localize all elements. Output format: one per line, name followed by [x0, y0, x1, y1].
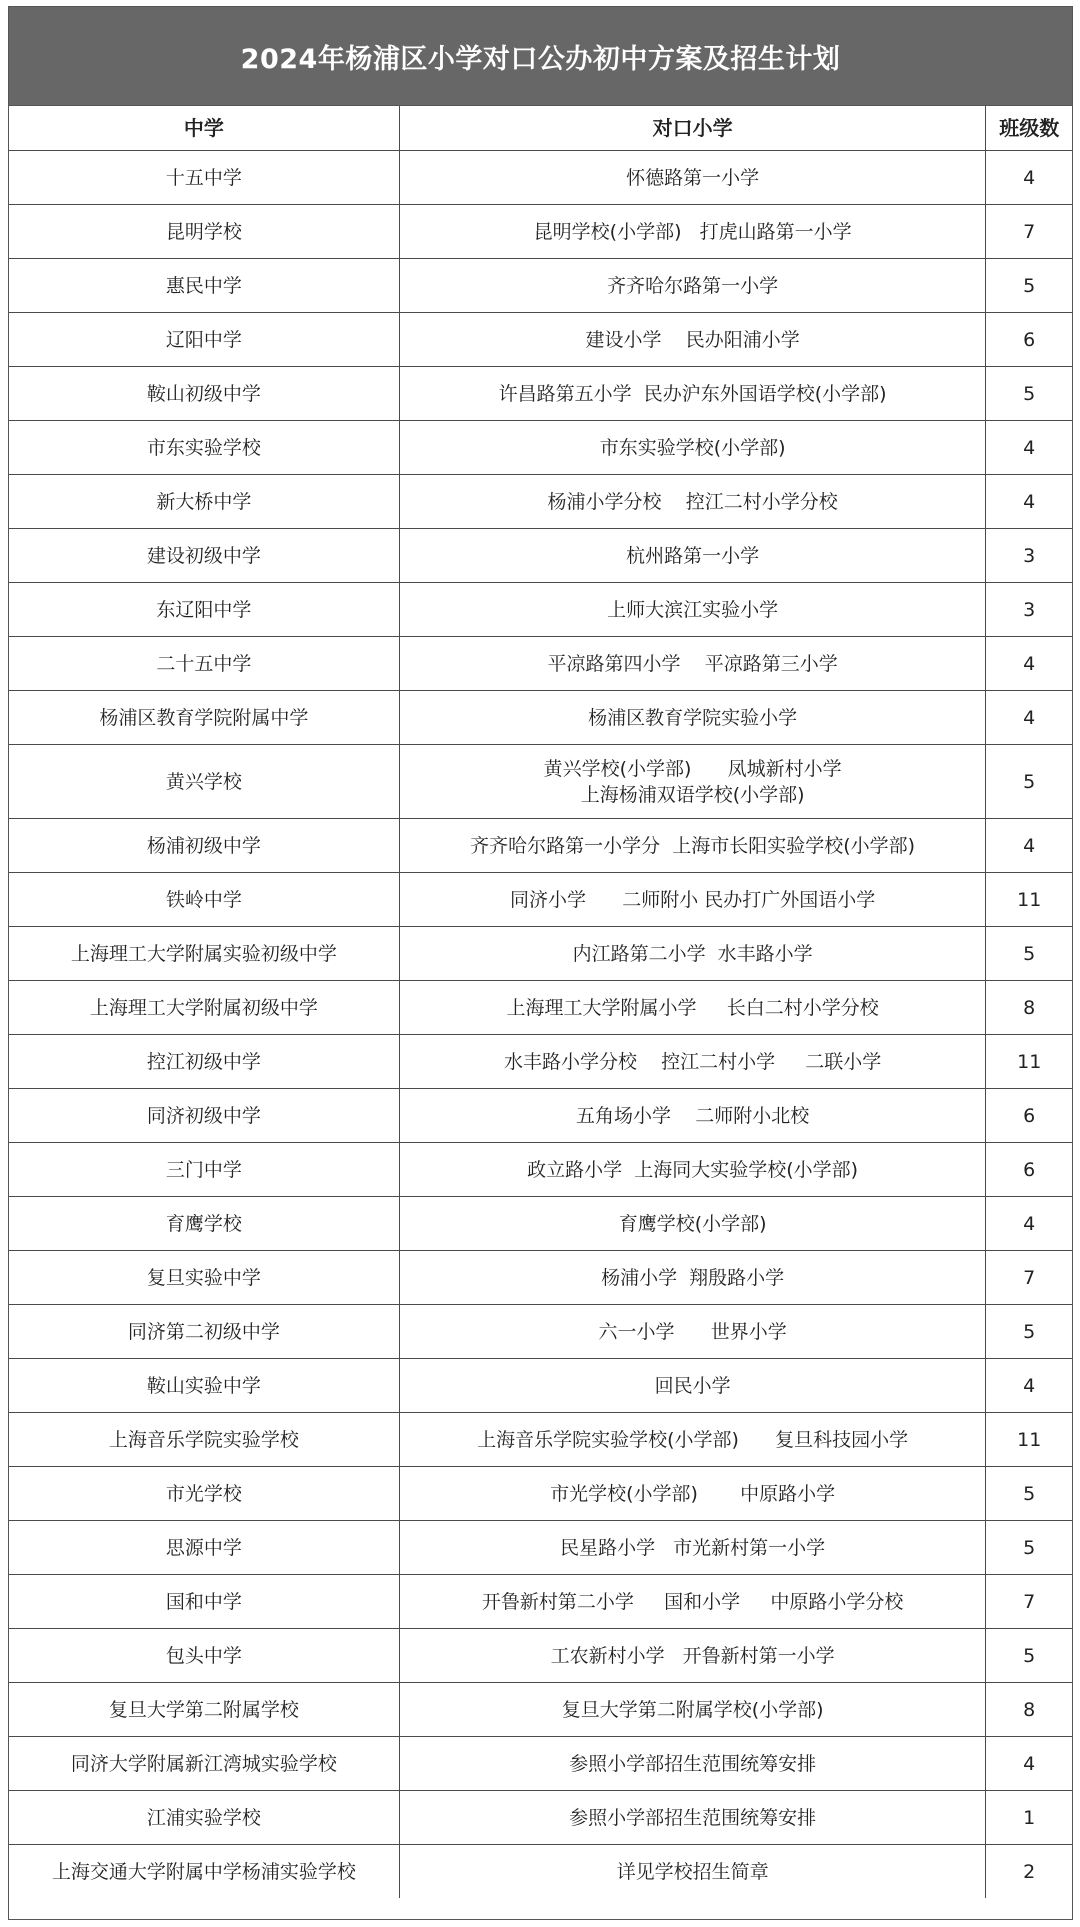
primary-schools-cell: 建设小学 民办阳浦小学 — [399, 313, 986, 367]
primary-schools-cell: 详见学校招生简章 — [399, 1845, 986, 1899]
class-count-cell: 8 — [986, 981, 1072, 1035]
class-count-cell: 5 — [986, 1629, 1072, 1683]
middle-school-cell: 铁岭中学 — [9, 873, 399, 927]
table-row — [9, 1575, 1072, 1629]
table-row — [9, 1035, 1072, 1089]
class-count-cell: 6 — [986, 313, 1072, 367]
middle-school-cell: 建设初级中学 — [9, 529, 399, 583]
primary-schools-cell: 六一小学 世界小学 — [399, 1305, 986, 1359]
primary-schools-cell: 参照小学部招生范围统筹安排 — [399, 1791, 986, 1845]
primary-schools-cell: 杨浦区教育学院实验小学 — [399, 691, 986, 745]
enrollment-table — [9, 106, 1072, 1898]
class-count-cell: 4 — [986, 691, 1072, 745]
table-row — [9, 475, 1072, 529]
class-count-cell: 3 — [986, 529, 1072, 583]
class-count-cell: 1 — [986, 1791, 1072, 1845]
primary-schools-cell: 五角场小学 二师附小北校 — [399, 1089, 986, 1143]
middle-school-cell: 黄兴学校 — [9, 745, 399, 819]
middle-school-cell: 控江初级中学 — [9, 1035, 399, 1089]
table-row — [9, 1629, 1072, 1683]
class-count-cell: 6 — [986, 1143, 1072, 1197]
class-count-cell: 5 — [986, 1467, 1072, 1521]
class-count-cell: 11 — [986, 1413, 1072, 1467]
table-row — [9, 691, 1072, 745]
class-count-cell: 7 — [986, 205, 1072, 259]
table-row — [9, 1089, 1072, 1143]
document-title: 2024年杨浦区小学对口公办初中方案及招生计划 — [9, 7, 1072, 106]
primary-schools-cell: 政立路小学 上海同大实验学校(小学部) — [399, 1143, 986, 1197]
primary-schools-cell: 昆明学校(小学部) 打虎山路第一小学 — [399, 205, 986, 259]
primary-schools-cell: 工农新村小学 开鲁新村第一小学 — [399, 1629, 986, 1683]
class-count-cell: 3 — [986, 583, 1072, 637]
primary-schools-cell: 杨浦小学 翔殷路小学 — [399, 1251, 986, 1305]
middle-school-cell: 鞍山初级中学 — [9, 367, 399, 421]
table-row — [9, 259, 1072, 313]
class-count-cell: 4 — [986, 819, 1072, 873]
middle-school-cell: 二十五中学 — [9, 637, 399, 691]
primary-schools-cell: 上师大滨江实验小学 — [399, 583, 986, 637]
middle-school-cell: 三门中学 — [9, 1143, 399, 1197]
class-count-cell: 7 — [986, 1251, 1072, 1305]
class-count-cell: 4 — [986, 637, 1072, 691]
primary-schools-cell: 复旦大学第二附属学校(小学部) — [399, 1683, 986, 1737]
middle-school-cell: 惠民中学 — [9, 259, 399, 313]
primary-schools-cell: 育鹰学校(小学部) — [399, 1197, 986, 1251]
class-count-cell: 6 — [986, 1089, 1072, 1143]
class-count-cell: 4 — [986, 1737, 1072, 1791]
table-header-row — [9, 106, 1072, 151]
class-count-cell: 4 — [986, 151, 1072, 205]
middle-school-cell: 思源中学 — [9, 1521, 399, 1575]
class-count-cell: 5 — [986, 1305, 1072, 1359]
middle-school-cell: 上海理工大学附属初级中学 — [9, 981, 399, 1035]
middle-school-cell: 复旦实验中学 — [9, 1251, 399, 1305]
table-row — [9, 1791, 1072, 1845]
primary-schools-cell: 杭州路第一小学 — [399, 529, 986, 583]
table-row — [9, 1737, 1072, 1791]
header-class-count: 班级数 — [986, 106, 1072, 151]
primary-schools-cell: 黄兴学校(小学部) 凤城新村小学 上海杨浦双语学校(小学部) — [399, 745, 986, 819]
table-row — [9, 927, 1072, 981]
class-count-cell: 7 — [986, 1575, 1072, 1629]
table-row — [9, 1413, 1072, 1467]
middle-school-cell: 东辽阳中学 — [9, 583, 399, 637]
middle-school-cell: 新大桥中学 — [9, 475, 399, 529]
primary-schools-cell: 杨浦小学分校 控江二村小学分校 — [399, 475, 986, 529]
class-count-cell: 5 — [986, 367, 1072, 421]
middle-school-cell: 十五中学 — [9, 151, 399, 205]
middle-school-cell: 国和中学 — [9, 1575, 399, 1629]
primary-schools-cell: 市东实验学校(小学部) — [399, 421, 986, 475]
table-row — [9, 583, 1072, 637]
class-count-cell: 5 — [986, 259, 1072, 313]
middle-school-cell: 上海音乐学院实验学校 — [9, 1413, 399, 1467]
middle-school-cell: 同济初级中学 — [9, 1089, 399, 1143]
middle-school-cell: 杨浦区教育学院附属中学 — [9, 691, 399, 745]
primary-schools-cell: 上海音乐学院实验学校(小学部) 复旦科技园小学 — [399, 1413, 986, 1467]
middle-school-cell: 昆明学校 — [9, 205, 399, 259]
class-count-cell: 4 — [986, 1359, 1072, 1413]
table-row — [9, 367, 1072, 421]
primary-schools-cell: 民星路小学 市光新村第一小学 — [399, 1521, 986, 1575]
middle-school-cell: 上海交通大学附属中学杨浦实验学校 — [9, 1845, 399, 1899]
table-row — [9, 313, 1072, 367]
table-row — [9, 745, 1072, 819]
primary-schools-cell: 参照小学部招生范围统筹安排 — [399, 1737, 986, 1791]
primary-schools-cell: 上海理工大学附属小学 长白二村小学分校 — [399, 981, 986, 1035]
table-row — [9, 1305, 1072, 1359]
table-row — [9, 819, 1072, 873]
primary-schools-cell: 回民小学 — [399, 1359, 986, 1413]
middle-school-cell: 市东实验学校 — [9, 421, 399, 475]
class-count-cell: 4 — [986, 475, 1072, 529]
table-row — [9, 1359, 1072, 1413]
primary-schools-cell: 同济小学 二师附小 民办打广外国语小学 — [399, 873, 986, 927]
primary-schools-cell: 齐齐哈尔路第一小学 — [399, 259, 986, 313]
table-row — [9, 1683, 1072, 1737]
middle-school-cell: 江浦实验学校 — [9, 1791, 399, 1845]
middle-school-cell: 复旦大学第二附属学校 — [9, 1683, 399, 1737]
middle-school-cell: 辽阳中学 — [9, 313, 399, 367]
primary-schools-cell: 内江路第二小学 水丰路小学 — [399, 927, 986, 981]
class-count-cell: 2 — [986, 1845, 1072, 1899]
class-count-cell: 4 — [986, 1197, 1072, 1251]
table-row — [9, 1251, 1072, 1305]
primary-schools-cell: 水丰路小学分校 控江二村小学 二联小学 — [399, 1035, 986, 1089]
table-row — [9, 637, 1072, 691]
middle-school-cell: 杨浦初级中学 — [9, 819, 399, 873]
class-count-cell: 5 — [986, 927, 1072, 981]
primary-schools-cell: 许昌路第五小学 民办沪东外国语学校(小学部) — [399, 367, 986, 421]
header-middle-school: 中学 — [9, 106, 399, 151]
table-row — [9, 1197, 1072, 1251]
table-row — [9, 205, 1072, 259]
class-count-cell: 4 — [986, 421, 1072, 475]
table-row — [9, 151, 1072, 205]
primary-schools-cell: 平凉路第四小学 平凉路第三小学 — [399, 637, 986, 691]
middle-school-cell: 鞍山实验中学 — [9, 1359, 399, 1413]
table-row — [9, 1845, 1072, 1899]
table-row — [9, 1467, 1072, 1521]
middle-school-cell: 包头中学 — [9, 1629, 399, 1683]
class-count-cell: 8 — [986, 1683, 1072, 1737]
table-row — [9, 1143, 1072, 1197]
table-row — [9, 1521, 1072, 1575]
middle-school-cell: 同济第二初级中学 — [9, 1305, 399, 1359]
class-count-cell: 11 — [986, 1035, 1072, 1089]
middle-school-cell: 育鹰学校 — [9, 1197, 399, 1251]
middle-school-cell: 市光学校 — [9, 1467, 399, 1521]
class-count-cell: 11 — [986, 873, 1072, 927]
table-row — [9, 873, 1072, 927]
enrollment-plan-document — [8, 6, 1073, 1920]
table-row — [9, 529, 1072, 583]
primary-schools-cell: 怀德路第一小学 — [399, 151, 986, 205]
table-row — [9, 421, 1072, 475]
header-primary-schools: 对口小学 — [399, 106, 986, 151]
class-count-cell: 5 — [986, 1521, 1072, 1575]
primary-schools-cell: 开鲁新村第二小学 国和小学 中原路小学分校 — [399, 1575, 986, 1629]
middle-school-cell: 上海理工大学附属实验初级中学 — [9, 927, 399, 981]
table-row — [9, 981, 1072, 1035]
middle-school-cell: 同济大学附属新江湾城实验学校 — [9, 1737, 399, 1791]
class-count-cell: 5 — [986, 745, 1072, 819]
primary-schools-cell: 市光学校(小学部) 中原路小学 — [399, 1467, 986, 1521]
primary-schools-cell: 齐齐哈尔路第一小学分 上海市长阳实验学校(小学部) — [399, 819, 986, 873]
